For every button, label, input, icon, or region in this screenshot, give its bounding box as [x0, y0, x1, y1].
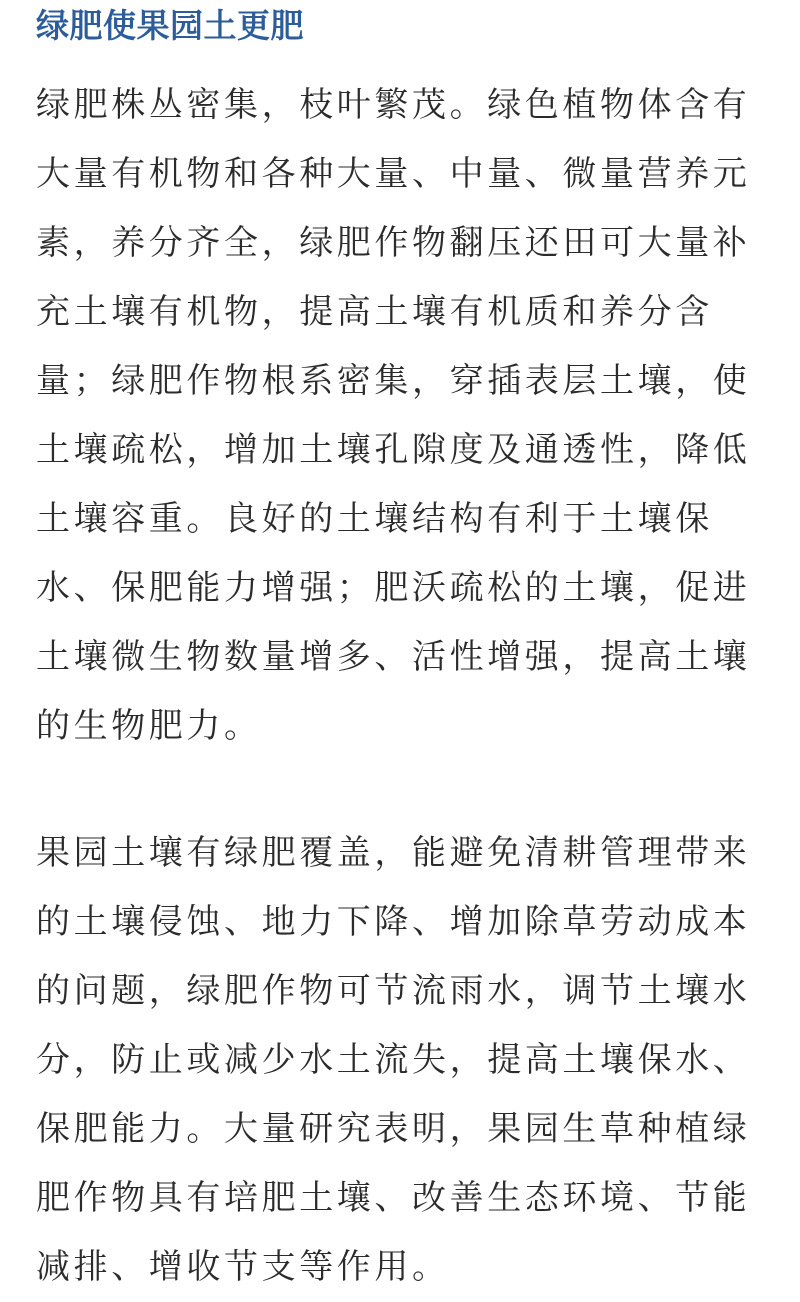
- text-line: 土壤容重。良好的土壤结构有利于土壤保: [36, 499, 713, 539]
- paragraph-orchard-cover: [36, 819, 766, 1302]
- text-line: 素，养分齐全，绿肥作物翻压还田可大量补: [36, 223, 751, 263]
- text-line: 充土壤有机物，提高土壤有机质和养分含: [36, 292, 713, 332]
- paragraph-soil-fertility: [36, 71, 766, 761]
- text-line: 的生物肥力。: [36, 706, 262, 746]
- text-line: 肥作物具有培肥土壤、改善生态环境、节能: [36, 1178, 751, 1218]
- text-line: 保肥能力。大量研究表明，果园生草种植绿: [36, 1109, 751, 1149]
- text-line: 量；绿肥作物根系密集，穿插表层土壤，使: [36, 361, 751, 401]
- text-line: 的土壤侵蚀、地力下降、增加除草劳动成本: [36, 902, 751, 942]
- text-line: 减排、增收节支等作用。: [36, 1247, 450, 1287]
- article: [36, 0, 766, 1302]
- text-line: 水、保肥能力增强；肥沃疏松的土壤，促进: [36, 568, 751, 608]
- text-line: 的问题，绿肥作物可节流雨水，调节土壤水: [36, 971, 751, 1011]
- text-line: 果园土壤有绿肥覆盖，能避免清耕管理带来: [36, 833, 751, 873]
- text-line: 大量有机物和各种大量、中量、微量营养元: [36, 154, 751, 194]
- article-heading: 绿肥使果园土更肥: [36, 6, 304, 45]
- text-line: 绿肥株丛密集，枝叶繁茂。绿色植物体含有: [36, 85, 751, 125]
- text-line: 分，防止或减少水土流失，提高土壤保水、: [36, 1040, 751, 1080]
- text-line: 土壤疏松，增加土壤孔隙度及通透性，降低: [36, 430, 751, 470]
- text-line: 土壤微生物数量增多、活性增强，提高土壤: [36, 637, 751, 677]
